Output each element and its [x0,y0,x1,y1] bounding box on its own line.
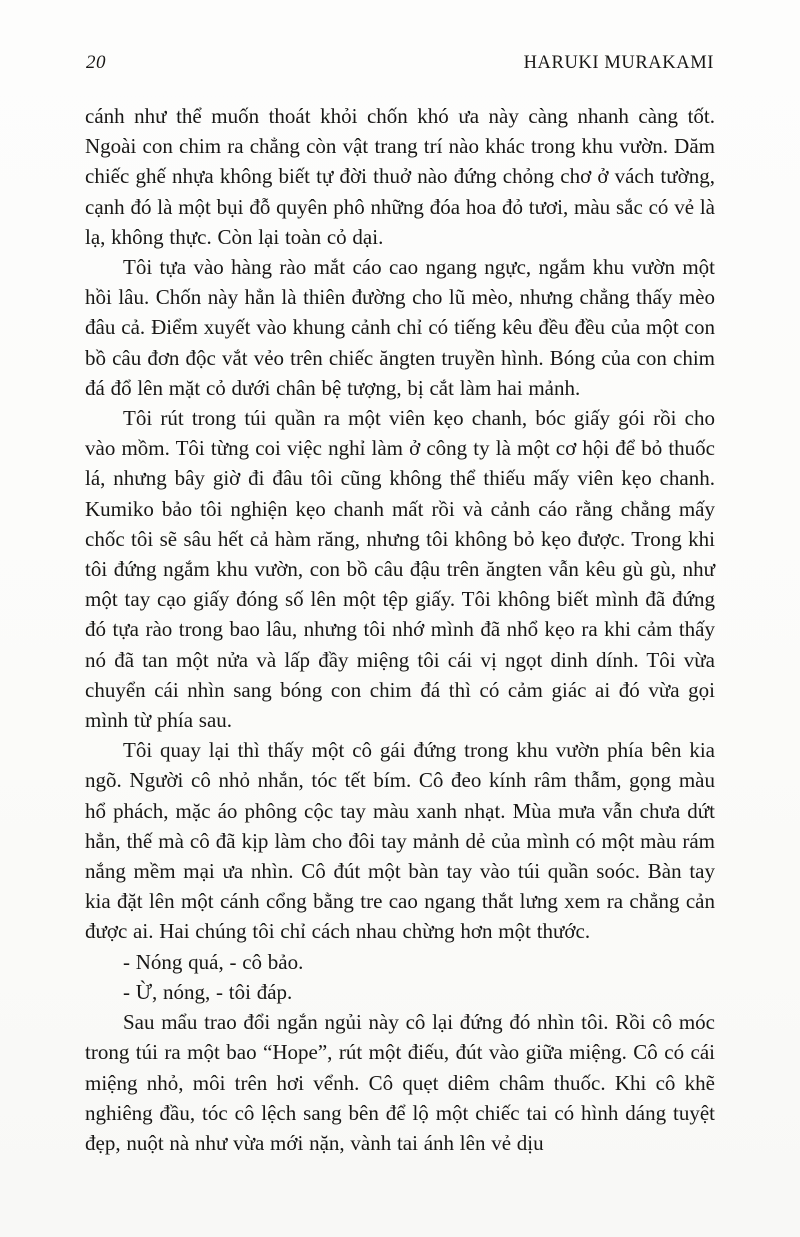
paragraph: Tôi rút trong túi quần ra một viên kẹo chanh, bóc giấy gói rồi cho vào mồm. Tôi từng coi việc nghỉ làm ở công ty là một cơ hội để bỏ thuốc lá, nhưng bây giờ đi đâu tôi cũng không thể thiếu mấy viên kẹo chanh. Kumiko bảo tôi nghiện kẹo chanh mất rồi và cảnh cáo rằng chẳng mấy chốc tôi sẽ sâu hết cả hàm răng, nhưng tôi không bỏ kẹo được. Trong khi tôi đứng ngắm khu vườn, con bồ câu đậu trên ăngten vẫn kêu gù gù, như một tay cạo giấy đóng số lên một tệp giấy. Tôi không biết mình đã đứng đó tựa rào trong bao lâu, nhưng tôi nhớ mình đã nhổ kẹo ra khi cảm thấy nó đã tan một nửa và lấp đầy miệng tôi cái vị ngọt dinh dính. Tôi vừa chuyển cái nhìn sang bóng con chim đá thì có cảm giác ai đó vừa gọi mình từ phía sau. [85,406,715,733]
page-number: 20 [86,52,106,73]
paragraph: Sau mẩu trao đổi ngắn ngủi này cô lại đứng đó nhìn tôi. Rồi cô móc trong túi ra một bao “Hope”, rút một điếu, đút vào giữa miệng. Cô có cái miệng nhỏ, môi trên hơi vểnh. Cô quẹt diêm châm thuốc. Khi cô khẽ nghiêng đầu, tóc cô lệch sang bên để lộ một chiếc tai có hình dáng tuyệt đẹp, nuột nà như vừa mới nặn, vành tai ánh lên vẻ dịu [85,1010,715,1155]
paragraph: Tôi quay lại thì thấy một cô gái đứng trong khu vườn phía bên kia ngõ. Người cô nhỏ nhắn, tóc tết bím. Cô đeo kính râm thẫm, gọng màu hổ phách, mặc áo phông cộc tay màu xanh nhạt. Mùa mưa vẫn chưa dứt hẳn, thế mà cô đã kịp làm cho đôi tay mảnh dẻ của mình có một màu rám nắng mềm mại ưa nhìn. Cô đút một bàn tay vào túi quần soóc. Bàn tay kia đặt lên một cánh cổng bằng tre cao ngang thắt lưng xem ra chẳng cản được ai. Hai chúng tôi chỉ cách nhau chừng hơn một thước. [85,738,715,944]
running-header-author: HARUKI MURAKAMI [523,53,714,73]
dialogue-line: - Nóng quá, - cô bảo. [123,949,304,974]
dialogue-line: - Ừ, nóng, - tôi đáp. [123,979,293,1004]
body-text-block [85,101,715,1158]
paragraph: Tôi tựa vào hàng rào mắt cáo cao ngang ngực, ngắm khu vườn một hồi lâu. Chốn này hẳn là thiên đường cho lũ mèo, nhưng chẳng thấy mèo đâu cả. Điểm xuyết vào khung cảnh chỉ có tiếng kêu đều đều của một con bồ câu đơn độc vắt vẻo trên chiếc ăngten truyền hình. Bóng của con chim đá đổ lên mặt cỏ dưới chân bệ tượng, bị cắt làm hai mảnh. [85,255,715,400]
paragraph-continuation: cánh như thể muốn thoát khỏi chốn khó ưa này càng nhanh càng tốt. Ngoài con chim ra chẳng còn vật trang trí nào khác trong khu vườn. Dăm chiếc ghế nhựa không biết tự đời thuở nào đứng chỏng chơ ở vách tường, cạnh đó là một bụi đỗ quyên phô những đóa hoa đỏ tươi, màu sắc có vẻ là lạ, không thực. Còn lại toàn cỏ dại. [85,104,715,249]
running-head [86,52,714,78]
